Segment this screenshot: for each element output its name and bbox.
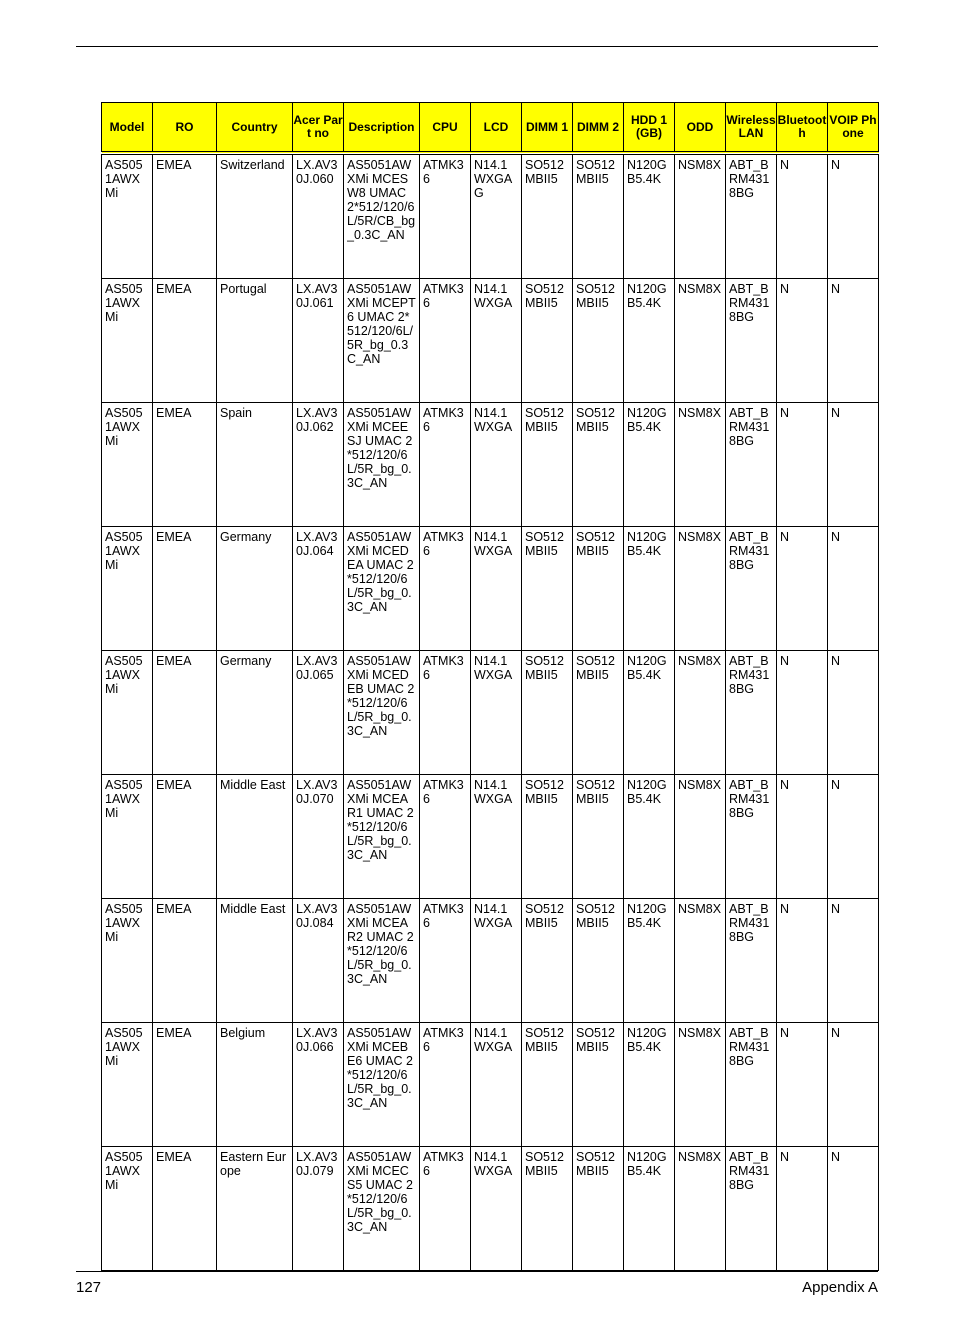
cell-text: AS5051AWXMi MCEAR2 UMAC 2*512/120/6L/5R_bg_0.3C_AN — [347, 902, 414, 986]
cell-text: N — [780, 902, 790, 916]
cell-text: SO512MBII5 — [576, 654, 615, 682]
cell-text: ATMK36 — [423, 1026, 464, 1054]
cell-text: AS5051AWXMi — [105, 654, 143, 696]
cell-text: SO512MBII5 — [576, 158, 615, 186]
table-cell — [420, 775, 471, 899]
cell-text: ABT_BRM4318BG — [729, 654, 770, 696]
col-lcd: LCD — [471, 103, 522, 154]
cell-text: AS5051AWXMi MCEAR1 UMAC 2*512/120/6L/5R_bg_0.3C_AN — [347, 778, 414, 862]
table-cell — [102, 1023, 153, 1147]
col-dimm-1: DIMM 1 — [522, 103, 573, 154]
cell-text: N120GB5.4K — [627, 1150, 667, 1178]
table-cell — [828, 651, 879, 775]
table-cell — [675, 527, 726, 651]
table-cell — [420, 279, 471, 403]
table-cell — [522, 1023, 573, 1147]
table-row — [102, 403, 879, 527]
cell-text: NSM8X — [678, 654, 722, 668]
table-cell — [344, 527, 420, 651]
table-cell — [102, 651, 153, 775]
table-cell — [217, 899, 293, 1023]
table-cell — [293, 403, 344, 527]
cell-text: N14.1WXGA — [474, 1150, 513, 1178]
table-cell — [573, 403, 624, 527]
table-cell — [293, 899, 344, 1023]
table-cell — [726, 153, 777, 279]
col-acer-part-no: Acer Part no — [293, 103, 344, 154]
cell-text: LX.AV30J.061 — [296, 282, 338, 310]
table-cell — [471, 153, 522, 279]
cell-text: N120GB5.4K — [627, 282, 667, 310]
table-cell — [624, 651, 675, 775]
table-cell — [217, 403, 293, 527]
cell-text: SO512MBII5 — [576, 282, 615, 310]
cell-text: N — [831, 406, 841, 420]
cell-text: Middle East — [220, 778, 286, 792]
cell-text: Middle East — [220, 902, 286, 916]
table-cell — [153, 899, 217, 1023]
table-cell — [522, 403, 573, 527]
cell-text: ABT_BRM4318BG — [729, 406, 770, 448]
cell-text: EMEA — [156, 778, 192, 792]
cell-text: NSM8X — [678, 530, 722, 544]
cell-text: ATMK36 — [423, 282, 464, 310]
cell-text: NSM8X — [678, 406, 722, 420]
cell-text: AS5051AWXMi MCEDEA UMAC 2*512/120/6L/5R_bg_0.3C_AN — [347, 530, 414, 614]
cell-text: ATMK36 — [423, 902, 464, 930]
cell-text: N14.1WXGAG — [474, 158, 513, 200]
table-cell — [522, 1147, 573, 1271]
cell-text: N — [831, 902, 841, 916]
cell-text: AS5051AWXMi MCEPT6 UMAC 2*512/120/6L/5R_bg_0.3C_AN — [347, 282, 416, 366]
spec-table — [101, 102, 879, 1271]
cell-text: ATMK36 — [423, 530, 464, 558]
col-odd: ODD — [675, 103, 726, 154]
table-cell — [522, 527, 573, 651]
table-cell — [102, 279, 153, 403]
col-cpu: CPU — [420, 103, 471, 154]
cell-text: EMEA — [156, 406, 192, 420]
table-cell — [420, 403, 471, 527]
table-row — [102, 153, 879, 279]
table-cell — [153, 1147, 217, 1271]
cell-text: SO512MBII5 — [576, 530, 615, 558]
cell-text: SO512MBII5 — [576, 778, 615, 806]
table-cell — [726, 279, 777, 403]
table-cell — [675, 1147, 726, 1271]
cell-text: N120GB5.4K — [627, 1026, 667, 1054]
table-cell — [153, 1023, 217, 1147]
table-cell — [293, 651, 344, 775]
table-cell — [293, 1147, 344, 1271]
cell-text: N — [780, 406, 790, 420]
table-cell — [624, 899, 675, 1023]
cell-text: ABT_BRM4318BG — [729, 158, 770, 200]
col-model: Model — [102, 103, 153, 154]
col-hdd-1: HDD 1 (GB) — [624, 103, 675, 154]
cell-text: EMEA — [156, 158, 192, 172]
table-cell — [624, 1023, 675, 1147]
table-cell — [726, 775, 777, 899]
table-cell — [573, 899, 624, 1023]
table-cell — [777, 403, 828, 527]
cell-text: LX.AV30J.060 — [296, 158, 338, 186]
cell-text: Spain — [220, 406, 252, 420]
table-cell — [573, 1023, 624, 1147]
cell-text: EMEA — [156, 1150, 192, 1164]
cell-text: AS5051AWXMi — [105, 1150, 143, 1192]
col-voip-phone: VOIP Phone — [828, 103, 879, 154]
cell-text: N — [780, 778, 790, 792]
col-bluetooth: Bluetooth — [777, 103, 828, 154]
cell-text: Eastern Europe — [220, 1150, 287, 1178]
cell-text: ATMK36 — [423, 1150, 464, 1178]
table-row — [102, 1147, 879, 1271]
table-cell — [217, 775, 293, 899]
table-cell — [217, 1147, 293, 1271]
table-cell — [420, 899, 471, 1023]
cell-text: ABT_BRM4318BG — [729, 778, 770, 820]
table-cell — [217, 153, 293, 279]
table-cell — [522, 279, 573, 403]
col-country: Country — [217, 103, 293, 154]
table-cell — [573, 651, 624, 775]
cell-text: N — [831, 654, 841, 668]
cell-text: SO512MBII5 — [525, 1150, 564, 1178]
cell-text: NSM8X — [678, 1150, 722, 1164]
cell-text: NSM8X — [678, 778, 722, 792]
cell-text: N — [780, 158, 790, 172]
header-row — [102, 103, 879, 154]
table-cell — [420, 153, 471, 279]
cell-text: N — [780, 654, 790, 668]
cell-text: Belgium — [220, 1026, 266, 1040]
cell-text: NSM8X — [678, 1026, 722, 1040]
cell-text: ABT_BRM4318BG — [729, 282, 770, 324]
col-dimm-2: DIMM 2 — [573, 103, 624, 154]
cell-text: Germany — [220, 654, 272, 668]
table-cell — [726, 651, 777, 775]
table-cell — [777, 153, 828, 279]
table-cell — [522, 899, 573, 1023]
cell-text: AS5051AWXMi — [105, 406, 143, 448]
table-cell — [102, 1147, 153, 1271]
table-row — [102, 1023, 879, 1147]
cell-text: SO512MBII5 — [525, 778, 564, 806]
cell-text: AS5051AWXMi — [105, 1026, 143, 1068]
cell-text: Switzerland — [220, 158, 285, 172]
table-cell — [471, 279, 522, 403]
table-cell — [777, 279, 828, 403]
table-cell — [420, 1023, 471, 1147]
cell-text: SO512MBII5 — [525, 158, 564, 186]
cell-text: N120GB5.4K — [627, 778, 667, 806]
table-cell — [522, 153, 573, 279]
table-cell — [624, 279, 675, 403]
table-cell — [726, 1147, 777, 1271]
cell-text: LX.AV30J.084 — [296, 902, 338, 930]
cell-text: N — [780, 1026, 790, 1040]
cell-text: N14.1WXGA — [474, 406, 513, 434]
table-row — [102, 651, 879, 775]
table-cell — [726, 899, 777, 1023]
cell-text: ABT_BRM4318BG — [729, 1026, 770, 1068]
cell-text: NSM8X — [678, 158, 722, 172]
table-cell — [777, 775, 828, 899]
cell-text: SO512MBII5 — [525, 902, 564, 930]
cell-text: SO512MBII5 — [576, 1150, 615, 1178]
table-cell — [344, 1147, 420, 1271]
cell-text: SO512MBII5 — [525, 406, 564, 434]
cell-text: N — [780, 282, 790, 296]
table-cell — [102, 153, 153, 279]
cell-text: NSM8X — [678, 902, 722, 916]
table-cell — [624, 153, 675, 279]
table-cell — [344, 279, 420, 403]
cell-text: N14.1WXGA — [474, 282, 513, 310]
cell-text: N — [831, 530, 841, 544]
table-cell — [344, 899, 420, 1023]
bottom-rule — [76, 1271, 878, 1272]
table-row — [102, 527, 879, 651]
table-cell — [293, 279, 344, 403]
table-cell — [675, 279, 726, 403]
table-cell — [573, 279, 624, 403]
table-cell — [522, 651, 573, 775]
table-cell — [420, 527, 471, 651]
cell-text: AS5051AWXMi MCEBE6 UMAC 2*512/120/6L/5R_bg_0.3C_AN — [347, 1026, 413, 1110]
cell-text: AS5051AWXMi — [105, 778, 143, 820]
table-cell — [726, 527, 777, 651]
cell-text: N14.1WXGA — [474, 654, 513, 682]
section-title: Appendix A — [802, 1279, 878, 1296]
table-cell — [777, 899, 828, 1023]
table-cell — [828, 775, 879, 899]
cell-text: SO512MBII5 — [576, 902, 615, 930]
table-cell — [471, 403, 522, 527]
table-cell — [675, 899, 726, 1023]
cell-text: EMEA — [156, 902, 192, 916]
cell-text: N — [831, 778, 841, 792]
cell-text: ATMK36 — [423, 654, 464, 682]
cell-text: LX.AV30J.064 — [296, 530, 338, 558]
table-cell — [828, 1023, 879, 1147]
table-cell — [471, 1147, 522, 1271]
table-cell — [828, 527, 879, 651]
cell-text: N120GB5.4K — [627, 158, 667, 186]
table-cell — [471, 775, 522, 899]
table-cell — [828, 899, 879, 1023]
table-cell — [726, 1023, 777, 1147]
cell-text: AS5051AWXMi — [105, 530, 143, 572]
table-cell — [675, 651, 726, 775]
table-cell — [675, 1023, 726, 1147]
cell-text: N — [831, 1150, 841, 1164]
table-cell — [624, 775, 675, 899]
cell-text: ATMK36 — [423, 406, 464, 434]
cell-text: N120GB5.4K — [627, 406, 667, 434]
cell-text: AS5051AWXMi MCECS5 UMAC 2*512/120/6L/5R_bg_0.3C_AN — [347, 1150, 413, 1234]
table-cell — [471, 899, 522, 1023]
table-cell — [624, 527, 675, 651]
cell-text: EMEA — [156, 1026, 192, 1040]
cell-text: N14.1WXGA — [474, 1026, 513, 1054]
table-cell — [293, 153, 344, 279]
page-number: 127 — [76, 1279, 102, 1296]
table-cell — [344, 403, 420, 527]
table-cell — [828, 1147, 879, 1271]
cell-text: N — [831, 1026, 841, 1040]
cell-text: AS5051AWXMi MCEDEB UMAC 2*512/120/6L/5R_bg_0.3C_AN — [347, 654, 415, 738]
cell-text: SO512MBII5 — [576, 1026, 615, 1054]
table-cell — [777, 527, 828, 651]
table-cell — [420, 1147, 471, 1271]
cell-text: N120GB5.4K — [627, 654, 667, 682]
table-cell — [624, 403, 675, 527]
cell-text: SO512MBII5 — [525, 282, 564, 310]
table-cell — [573, 775, 624, 899]
cell-text: SO512MBII5 — [525, 1026, 564, 1054]
table-row — [102, 899, 879, 1023]
table-cell — [777, 651, 828, 775]
table-cell — [777, 1147, 828, 1271]
table-cell — [828, 153, 879, 279]
cell-text: Germany — [220, 530, 272, 544]
table-cell — [344, 651, 420, 775]
cell-text: ABT_BRM4318BG — [729, 1150, 770, 1192]
table-cell — [777, 1023, 828, 1147]
table-cell — [522, 775, 573, 899]
cell-text: ATMK36 — [423, 778, 464, 806]
cell-text: SO512MBII5 — [525, 654, 564, 682]
cell-text: SO512MBII5 — [525, 530, 564, 558]
cell-text: N — [831, 282, 841, 296]
table-cell — [675, 775, 726, 899]
table-body — [102, 153, 879, 1271]
cell-text: N — [780, 1150, 790, 1164]
cell-text: LX.AV30J.079 — [296, 1150, 338, 1178]
cell-text: LX.AV30J.070 — [296, 778, 338, 806]
table-row — [102, 279, 879, 403]
cell-text: AS5051AWXMi — [105, 902, 143, 944]
cell-text: AS5051AWXMi MCESW8 UMAC 2*512/120/6L/5R/CB_bg_0.3C_AN — [347, 158, 416, 242]
table-cell — [344, 153, 420, 279]
table-cell — [293, 527, 344, 651]
table-cell — [153, 651, 217, 775]
table-cell — [828, 403, 879, 527]
table-cell — [726, 403, 777, 527]
cell-text: SO512MBII5 — [576, 406, 615, 434]
cell-text: LX.AV30J.065 — [296, 654, 338, 682]
cell-text: N14.1WXGA — [474, 530, 513, 558]
table-cell — [153, 279, 217, 403]
table-cell — [217, 527, 293, 651]
cell-text: ATMK36 — [423, 158, 464, 186]
table-cell — [471, 651, 522, 775]
table-cell — [675, 403, 726, 527]
cell-text: N120GB5.4K — [627, 530, 667, 558]
table-cell — [471, 1023, 522, 1147]
col-wireless-lan: Wireless LAN — [726, 103, 777, 154]
table-cell — [102, 403, 153, 527]
table-cell — [217, 1023, 293, 1147]
table-cell — [420, 651, 471, 775]
table-cell — [471, 527, 522, 651]
cell-text: AS5051AWXMi MCEESJ UMAC 2*512/120/6L/5R_bg_0.3C_AN — [347, 406, 413, 490]
table-cell — [624, 1147, 675, 1271]
table-cell — [344, 1023, 420, 1147]
cell-text: N — [831, 158, 841, 172]
cell-text: ABT_BRM4318BG — [729, 902, 770, 944]
table-cell — [293, 775, 344, 899]
cell-text: N14.1WXGA — [474, 778, 513, 806]
cell-text: EMEA — [156, 654, 192, 668]
table-cell — [153, 527, 217, 651]
cell-text: AS5051AWXMi — [105, 282, 143, 324]
table-cell — [573, 153, 624, 279]
table-cell — [153, 153, 217, 279]
col-description: Description — [344, 103, 420, 154]
table-row — [102, 775, 879, 899]
table-cell — [675, 153, 726, 279]
table-cell — [828, 279, 879, 403]
table-cell — [217, 651, 293, 775]
table-cell — [573, 1147, 624, 1271]
cell-text: N14.1WXGA — [474, 902, 513, 930]
table-cell — [153, 403, 217, 527]
cell-text: N120GB5.4K — [627, 902, 667, 930]
cell-text: EMEA — [156, 282, 192, 296]
table-cell — [344, 775, 420, 899]
cell-text: N — [780, 530, 790, 544]
cell-text: NSM8X — [678, 282, 722, 296]
top-rule — [76, 46, 878, 47]
col-ro: RO — [153, 103, 217, 154]
table-cell — [102, 527, 153, 651]
table-cell — [102, 899, 153, 1023]
cell-text: Portugal — [220, 282, 267, 296]
table-cell — [573, 527, 624, 651]
cell-text: ABT_BRM4318BG — [729, 530, 770, 572]
cell-text: AS5051AWXMi — [105, 158, 143, 200]
cell-text: EMEA — [156, 530, 192, 544]
table-cell — [153, 775, 217, 899]
table-cell — [293, 1023, 344, 1147]
table-cell — [217, 279, 293, 403]
table-cell — [102, 775, 153, 899]
cell-text: LX.AV30J.062 — [296, 406, 338, 434]
cell-text: LX.AV30J.066 — [296, 1026, 338, 1054]
